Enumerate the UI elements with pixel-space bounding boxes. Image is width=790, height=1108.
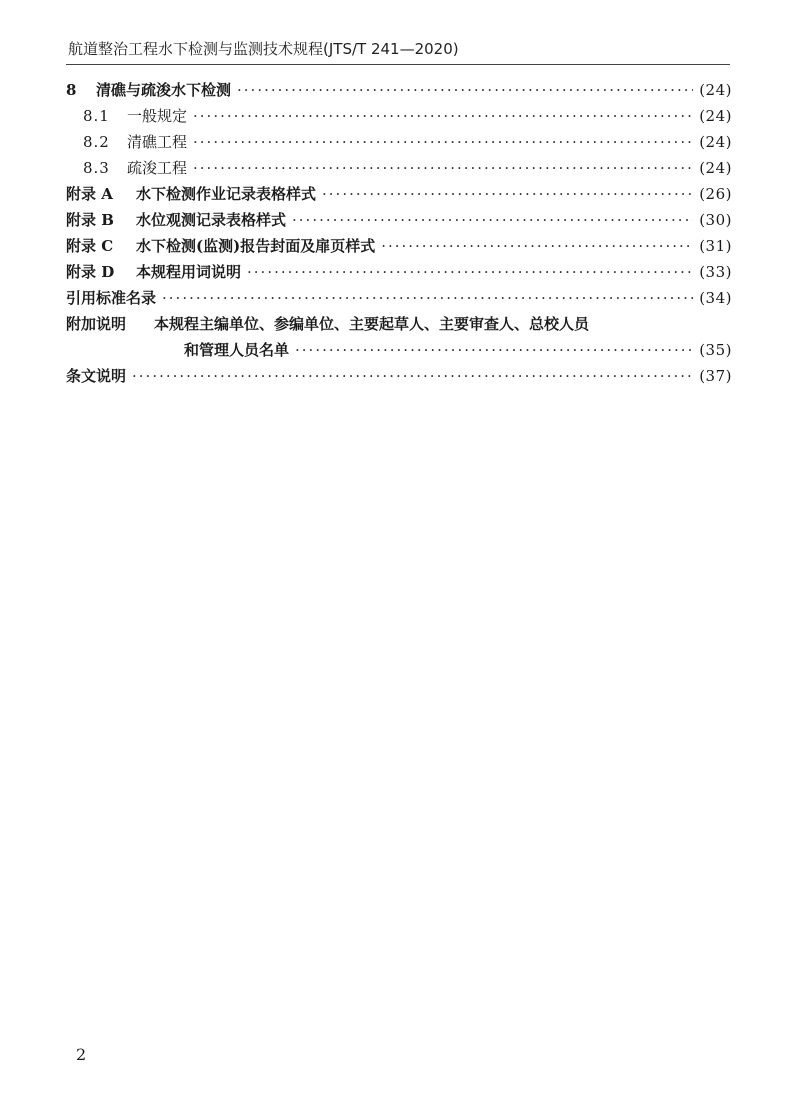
toc-entry-title: 和管理人员名单 [184,341,290,359]
toc-entry-section-8-3[interactable] [66,155,732,181]
toc-entry-additional-notes[interactable] [66,311,732,337]
toc-entry-appendix-d[interactable] [66,259,732,285]
toc-entry-page: (33) [699,263,732,281]
toc-entry-page: (30) [699,211,732,229]
toc-leader-dots [193,129,693,155]
toc-entry-number: 8.2 [83,133,110,151]
toc-entry-page: (24) [699,133,732,151]
toc-leader-dots [292,207,693,233]
toc-entry-appendix-b[interactable] [66,207,732,233]
toc-leader-dots [237,77,693,103]
toc-entry-title: 水下检测(监测)报告封面及扉页样式 [136,237,376,255]
toc-entry-title: 本规程主编单位、参编单位、主要起草人、主要审查人、总校人员 [154,315,590,333]
toc-entry-appendix-c[interactable] [66,233,732,259]
toc-entry-title: 水下检测作业记录表格样式 [136,185,317,203]
toc-entry-title: 水位观测记录表格样式 [136,211,287,229]
running-header: 航道整治工程水下检测与监测技术规程(JTS/T 241—2020) [68,40,459,58]
toc-entry-references[interactable] [66,285,732,311]
toc-leader-dots [132,363,693,389]
toc-entry-page: (34) [699,289,732,307]
toc-entry-title: 引用标准名录 [66,289,157,307]
toc-entry-number: 附录 B [66,211,114,229]
toc-entry-number: 8.3 [83,159,110,177]
toc-leader-dots [381,233,693,259]
toc-leader-dots [322,181,693,207]
toc-entry-page: (26) [699,185,732,203]
toc-entry-title: 清礁与疏浚水下检测 [96,81,232,99]
toc-entry-page: (24) [699,81,732,99]
toc-entry-title: 疏浚工程 [127,159,188,177]
toc-entry-title: 清礁工程 [127,133,188,151]
toc-entry-number: 附录 D [66,263,115,281]
header-rule [66,64,730,65]
toc-entry-section-8-2[interactable] [66,129,732,155]
toc-entry-page: (37) [699,367,732,385]
toc-entry-explanation[interactable] [66,363,732,389]
toc-entry-additional-notes-continued[interactable] [66,337,732,363]
toc-leader-dots [162,285,693,311]
toc-entry-number: 附加说明 [66,315,127,333]
toc-entry-page: (24) [699,107,732,125]
toc-entry-page: (24) [699,159,732,177]
toc-entry-section-8-1[interactable] [66,103,732,129]
toc-leader-dots [193,155,693,181]
toc-entry-number: 附录 A [66,185,113,203]
toc-entry-chapter-8[interactable] [66,77,732,103]
toc-entry-number: 8 [66,81,77,99]
toc-entry-appendix-a[interactable] [66,181,732,207]
toc-entry-page: (31) [699,237,732,255]
toc-leader-dots [247,259,693,285]
toc-entry-page: (35) [699,341,732,359]
toc-leader-dots [193,103,693,129]
page-number: 2 [76,1045,87,1064]
toc-entry-number: 附录 C [66,237,114,255]
toc-entry-title: 条文说明 [66,367,127,385]
toc-entry-number: 8.1 [83,107,110,125]
table-of-contents [66,77,732,389]
toc-leader-dots [295,337,693,363]
toc-entry-title: 本规程用词说明 [136,263,242,281]
toc-entry-title: 一般规定 [127,107,188,125]
